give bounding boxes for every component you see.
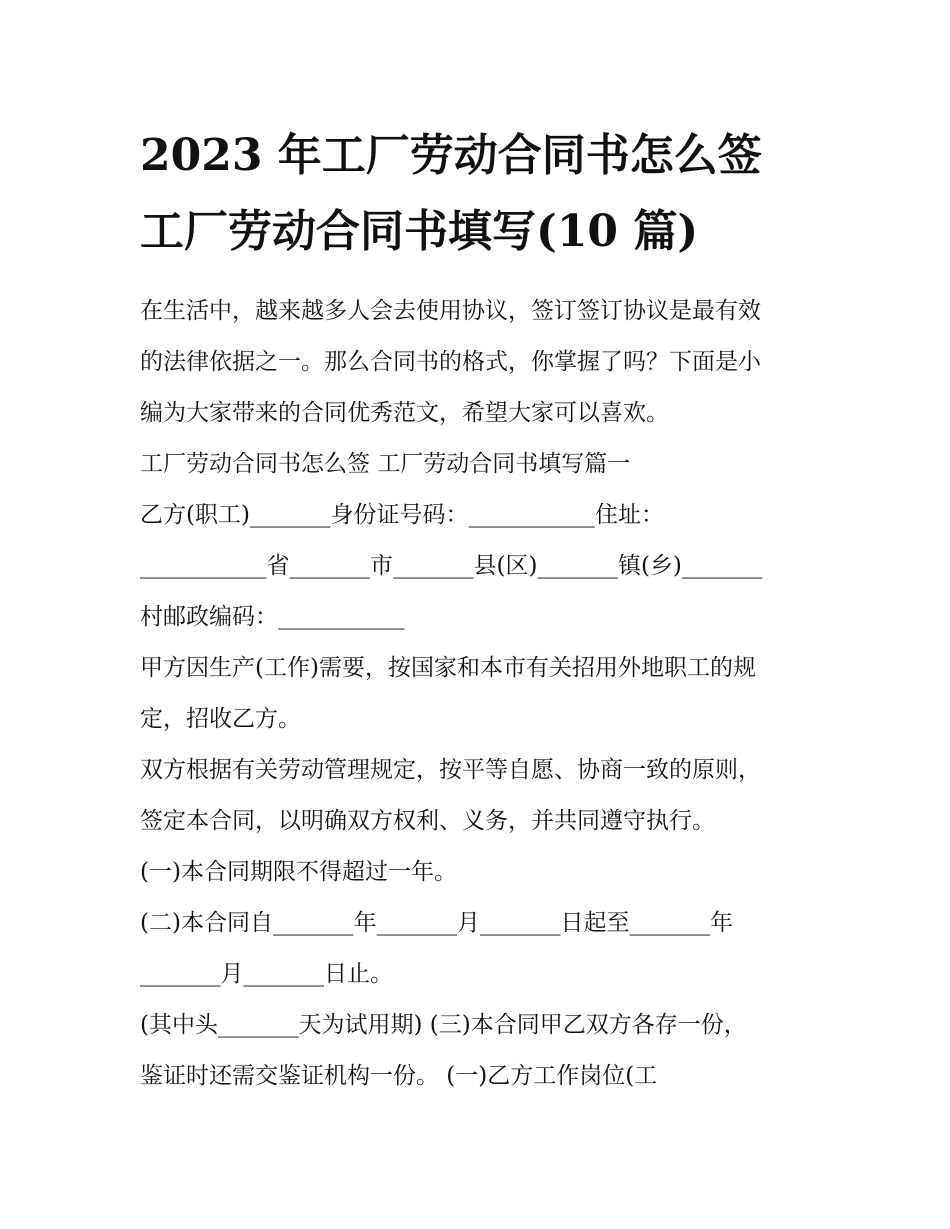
text-line-9: 定，招收乙方。 [140,706,301,732]
text-line-10: 双方根据有关劳动管理规定，按平等自愿、协商一致的原则， [140,757,761,783]
text-line-3: 编为大家带来的合同优秀范文，希望大家可以喜欢。 [140,400,669,426]
title-line-2: 工厂劳动合同书填写(10 篇) [140,206,699,257]
section-heading: 工厂劳动合同书怎么签 工厂劳动合同书填写篇一 [140,451,631,477]
document-title [140,118,820,270]
title-line-1: 2023 年工厂劳动合同书怎么签 [140,130,762,181]
text-line-1: 在生活中，越来越多人会去使用协议，签订签订协议是最有效 [140,298,761,324]
text-line-2: 的法律依据之一。那么合同书的格式，你掌握了吗？下面是小 [140,349,761,375]
text-line-6: ___________省_______市_______县(区)_______镇(乡)_______ [140,553,763,579]
text-line-11: 签定本合同，以明确双方权利、义务，并共同遵守执行。 [140,808,715,834]
text-line-16: 鉴证时还需交鉴证机构一份。 (一)乙方工作岗位(工 [140,1063,658,1089]
document-body [140,118,820,1102]
text-line-7: 村邮政编码：___________ [140,604,405,630]
text-line-12: (一)本合同期限不得超过一年。 [140,859,457,885]
text-line-8: 甲方因生产(工作)需要，按国家和本市有关招用外地职工的规 [140,655,756,681]
text-line-15: (其中头_______天为试用期) (三)本合同甲乙双方各存一份， [140,1012,747,1038]
text-line-13: (二)本合同自_______年_______月_______日起至_______年 [140,910,733,936]
text-line-5: 乙方(职工)_______身份证号码：___________住址： [140,502,664,528]
text-line-14: _______月_______日止。 [140,961,393,987]
